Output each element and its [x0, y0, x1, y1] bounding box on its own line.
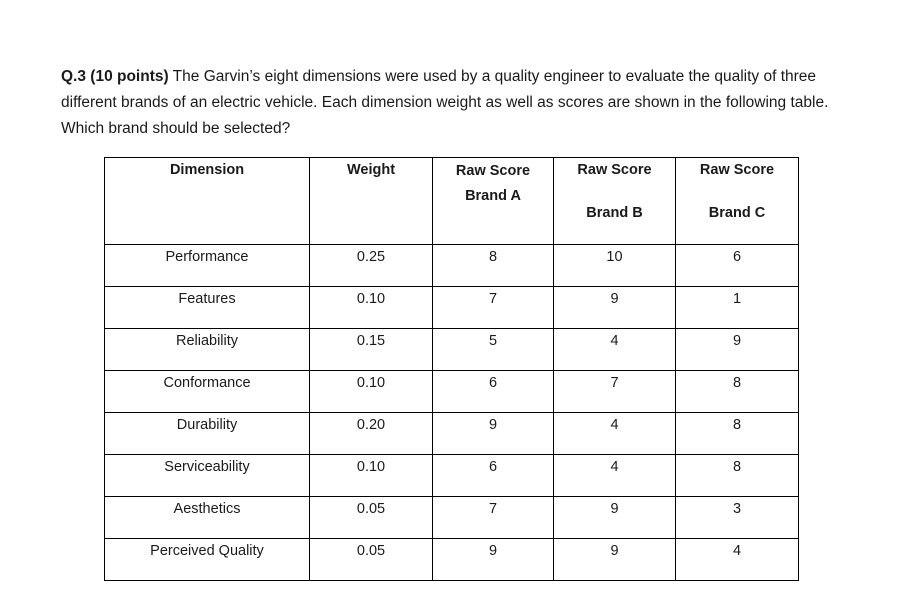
- brand-b-score-cell: 9: [554, 539, 676, 581]
- table-row: [105, 455, 799, 497]
- weight-cell: 0.10: [310, 455, 433, 497]
- table-row: [105, 413, 799, 455]
- table-row: [105, 245, 799, 287]
- dimension-cell: Durability: [105, 413, 310, 455]
- brand-c-score-cell: 6: [676, 245, 799, 287]
- question-text: [61, 64, 851, 142]
- brand-c-score-cell: 1: [676, 287, 799, 329]
- dimension-cell: Reliability: [105, 329, 310, 371]
- brand-b-score-cell: 4: [554, 413, 676, 455]
- brand-b-score-cell: 4: [554, 329, 676, 371]
- brand-a-score-cell: 8: [433, 245, 554, 287]
- table-row: [105, 371, 799, 413]
- weight-cell: 0.05: [310, 497, 433, 539]
- header-brand-c: Raw Score Brand C: [676, 158, 799, 245]
- question-number: Q.3 (10 points): [61, 68, 169, 85]
- weight-cell: 0.05: [310, 539, 433, 581]
- dimension-cell: Features: [105, 287, 310, 329]
- dimension-cell: Aesthetics: [105, 497, 310, 539]
- dimension-cell: Serviceability: [105, 455, 310, 497]
- brand-b-score-cell: 10: [554, 245, 676, 287]
- brand-a-score-cell: 7: [433, 287, 554, 329]
- brand-c-score-cell: 8: [676, 455, 799, 497]
- weight-cell: 0.10: [310, 287, 433, 329]
- header-brand-b: Raw Score Brand B: [554, 158, 676, 245]
- brand-c-score-cell: 9: [676, 329, 799, 371]
- brand-c-score-cell: 4: [676, 539, 799, 581]
- table-row: [105, 329, 799, 371]
- brand-b-score-cell: 7: [554, 371, 676, 413]
- scores-table: [104, 157, 799, 581]
- brand-a-score-cell: 5: [433, 329, 554, 371]
- table-row: [105, 287, 799, 329]
- dimension-cell: Perceived Quality: [105, 539, 310, 581]
- table-row: [105, 497, 799, 539]
- brand-a-score-cell: 9: [433, 539, 554, 581]
- dimension-cell: Performance: [105, 245, 310, 287]
- brand-a-score-cell: 6: [433, 371, 554, 413]
- weight-cell: 0.15: [310, 329, 433, 371]
- weight-cell: 0.10: [310, 371, 433, 413]
- brand-b-score-cell: 9: [554, 497, 676, 539]
- brand-c-score-cell: 8: [676, 371, 799, 413]
- table-row: [105, 539, 799, 581]
- header-dimension: Dimension: [105, 158, 310, 245]
- header-row: [105, 158, 799, 245]
- brand-b-score-cell: 9: [554, 287, 676, 329]
- question-body: The Garvin’s eight dimensions were used by a quality engineer to evaluate the quality of three different brands of an electric vehicle. Each dimension weight as well as scores are shown in the following table. Which brand should be selected?: [61, 68, 829, 137]
- brand-b-score-cell: 4: [554, 455, 676, 497]
- brand-c-score-cell: 3: [676, 497, 799, 539]
- header-brand-a: Raw Score Brand A: [433, 158, 554, 245]
- dimension-cell: Conformance: [105, 371, 310, 413]
- brand-a-score-cell: 6: [433, 455, 554, 497]
- brand-a-score-cell: 7: [433, 497, 554, 539]
- brand-c-score-cell: 8: [676, 413, 799, 455]
- weight-cell: 0.20: [310, 413, 433, 455]
- weight-cell: 0.25: [310, 245, 433, 287]
- header-weight: Weight: [310, 158, 433, 245]
- brand-a-score-cell: 9: [433, 413, 554, 455]
